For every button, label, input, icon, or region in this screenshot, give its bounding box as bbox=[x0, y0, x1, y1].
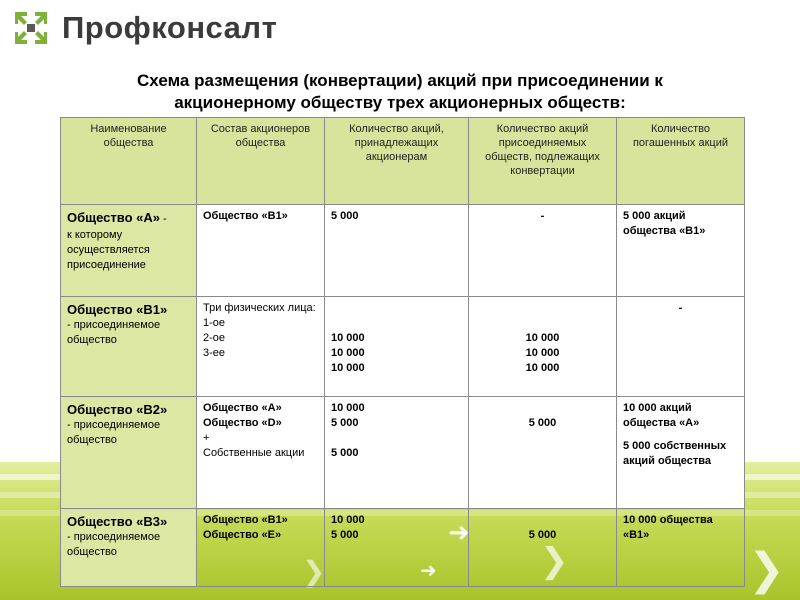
company-name-cell bbox=[61, 509, 197, 587]
shares-cell bbox=[325, 297, 469, 397]
company-description: к которому осуществляется присоединение bbox=[67, 229, 150, 271]
shares-value: 5 000 bbox=[331, 529, 359, 541]
company-name-text: Общество «А» bbox=[67, 210, 160, 225]
holders-cell bbox=[197, 205, 325, 297]
cancelled-cell bbox=[617, 509, 745, 587]
table-row bbox=[61, 509, 745, 587]
holder-item: Общество «Е» bbox=[203, 529, 282, 541]
holder-item: Общество «А» bbox=[203, 402, 282, 414]
company-description: - присоединяемое общество bbox=[67, 531, 161, 558]
company-name: Общество «В2» bbox=[67, 402, 168, 417]
cancelled-cell bbox=[617, 397, 745, 509]
page-title bbox=[0, 70, 800, 114]
company-name bbox=[67, 209, 190, 228]
company-name-cell bbox=[61, 205, 197, 297]
title-line: акционерному обществу трех акционерных обществ: bbox=[174, 93, 626, 112]
cancelled-value: - bbox=[678, 302, 683, 314]
brand-logo-icon bbox=[13, 10, 49, 46]
table-header-row bbox=[61, 118, 745, 205]
title-line: Схема размещения (конвертации) акций при присоединении к bbox=[137, 71, 663, 90]
company-description: - присоединяемое общество bbox=[67, 419, 161, 446]
convert-value: 5 000 bbox=[528, 529, 557, 541]
shares-value: 5 000 bbox=[331, 447, 359, 459]
company-name-suffix: - bbox=[160, 213, 167, 225]
convert-value: - bbox=[540, 210, 545, 222]
holder-item: Общество «В1» bbox=[203, 210, 288, 222]
shares-value: 5 000 bbox=[331, 210, 359, 222]
table-row bbox=[61, 205, 745, 297]
holder-item: + bbox=[203, 432, 210, 444]
cancelled-value: 5 000 акций общества «В1» bbox=[623, 210, 706, 237]
holder-item: Собственные акции bbox=[203, 447, 305, 459]
convert-cell bbox=[469, 297, 617, 397]
column-header: Количество акций присоединяемых обществ, подлежащих конвертации bbox=[469, 118, 617, 205]
holders-cell bbox=[197, 397, 325, 509]
cancelled-value: 5 000 собственных акций общества bbox=[623, 440, 727, 467]
shares-value: 10 000 bbox=[331, 362, 365, 374]
shares-cell bbox=[325, 509, 469, 587]
column-header: Количество погашенных акций bbox=[617, 118, 745, 205]
convert-value: 10 000 bbox=[525, 362, 560, 374]
shares-value: 10 000 bbox=[331, 332, 365, 344]
table-row bbox=[61, 297, 745, 397]
cancelled-value: 10 000 акций общества «А» bbox=[623, 402, 700, 429]
convert-value: 10 000 bbox=[525, 347, 560, 359]
conversion-table bbox=[60, 117, 745, 587]
shares-value: 10 000 bbox=[331, 514, 365, 526]
shares-value: 10 000 bbox=[331, 402, 365, 414]
holder-item: Общество «D» bbox=[203, 417, 282, 429]
shares-cell bbox=[325, 397, 469, 509]
holders-cell bbox=[197, 509, 325, 587]
company-name: Общество «В3» bbox=[67, 514, 168, 529]
company-description: - присоединяемое общество bbox=[67, 319, 161, 346]
column-header: Количество акций, принадлежащих акционерам bbox=[325, 118, 469, 205]
arrow-right-icon: ➜ bbox=[448, 518, 470, 548]
company-name: Общество «В1» bbox=[67, 302, 168, 317]
table-row bbox=[61, 397, 745, 509]
company-name-cell bbox=[61, 297, 197, 397]
convert-cell bbox=[469, 397, 617, 509]
shares-value: 10 000 bbox=[331, 347, 365, 359]
holder-item: Три физических лица: bbox=[203, 302, 316, 314]
column-header: Состав акционеров общества bbox=[197, 118, 325, 205]
convert-value: 5 000 bbox=[528, 417, 557, 429]
chevron-right-icon: ❯ bbox=[748, 544, 785, 595]
cancelled-cell bbox=[617, 297, 745, 397]
holder-item: 3-ее bbox=[203, 347, 226, 359]
convert-cell bbox=[469, 205, 617, 297]
holder-item: 1-ое bbox=[203, 317, 226, 329]
company-name-cell bbox=[61, 397, 197, 509]
holders-cell bbox=[197, 297, 325, 397]
chevron-right-icon: ❯ bbox=[540, 541, 569, 581]
column-header: Наименование общества bbox=[61, 118, 197, 205]
convert-value: 10 000 bbox=[525, 332, 560, 344]
shares-cell bbox=[325, 205, 469, 297]
holder-item: Общество «В1» bbox=[203, 514, 288, 526]
shares-value: 5 000 bbox=[331, 417, 359, 429]
convert-cell bbox=[469, 509, 617, 587]
cancelled-cell bbox=[617, 205, 745, 297]
arrow-right-icon: ➜ bbox=[420, 558, 437, 582]
brand-name: Профконсалт bbox=[62, 10, 278, 45]
holder-item: 2-ое bbox=[203, 332, 226, 344]
cancelled-value: 10 000 общества «В1» bbox=[623, 514, 713, 541]
chevron-right-icon: ❯ bbox=[302, 555, 326, 588]
